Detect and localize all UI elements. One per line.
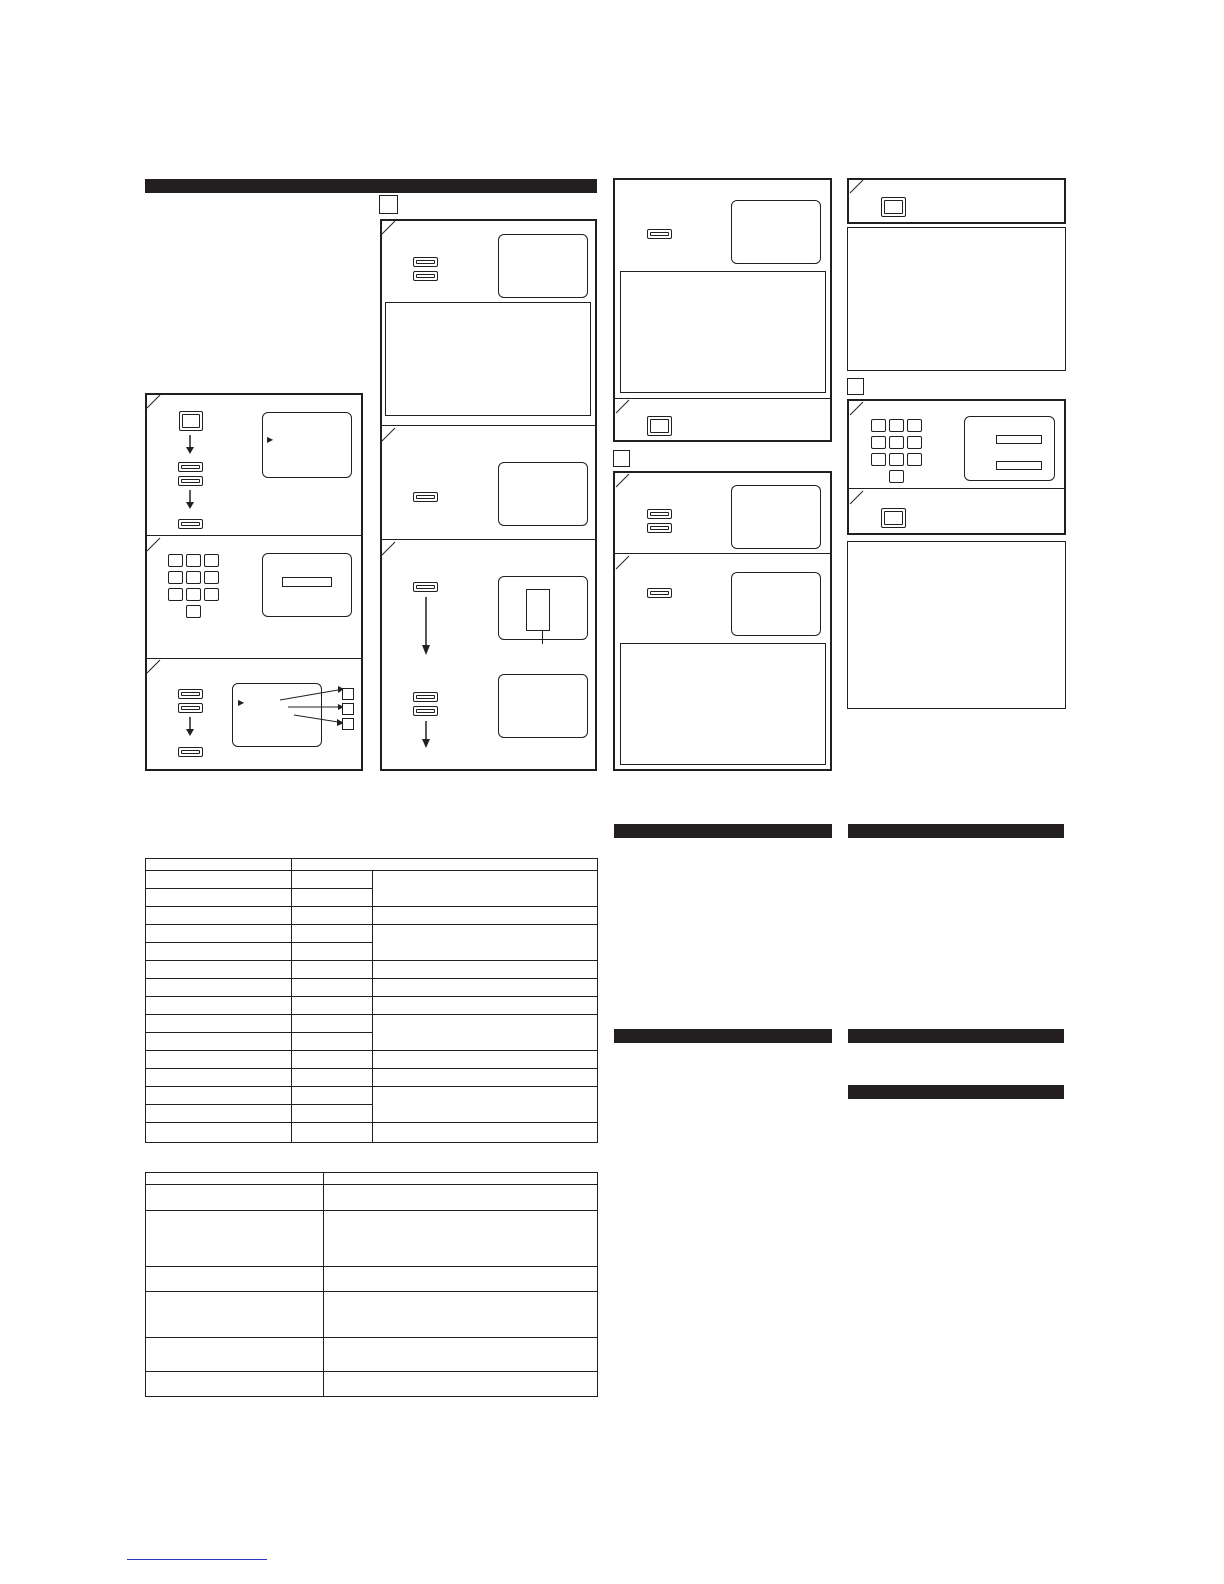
keypad-key-0 — [889, 470, 904, 483]
keypad-key-4 — [871, 436, 886, 449]
exit-button-icon — [881, 508, 906, 528]
section-heading-bar — [848, 824, 1064, 838]
keypad-key-2 — [889, 419, 904, 432]
keypad-key-1 — [871, 419, 886, 432]
section-heading-bar — [848, 1029, 1064, 1043]
keypad-key-7 — [871, 453, 886, 466]
footer-link[interactable] — [127, 1559, 267, 1560]
keypad-key-8 — [889, 453, 904, 466]
code-entry-field — [996, 435, 1042, 444]
menu-cursor-icon: ▶ — [238, 698, 245, 707]
tv-screen-icon — [964, 416, 1055, 481]
code-confirm-field — [996, 461, 1042, 470]
section-heading-bar — [848, 1085, 1064, 1099]
keypad-key-5 — [889, 436, 904, 449]
keypad-key-6 — [907, 436, 922, 449]
note-box — [847, 541, 1066, 709]
menu-cursor-icon: ▶ — [267, 435, 274, 444]
keypad-key-3 — [907, 419, 922, 432]
keypad-key-9 — [907, 453, 922, 466]
